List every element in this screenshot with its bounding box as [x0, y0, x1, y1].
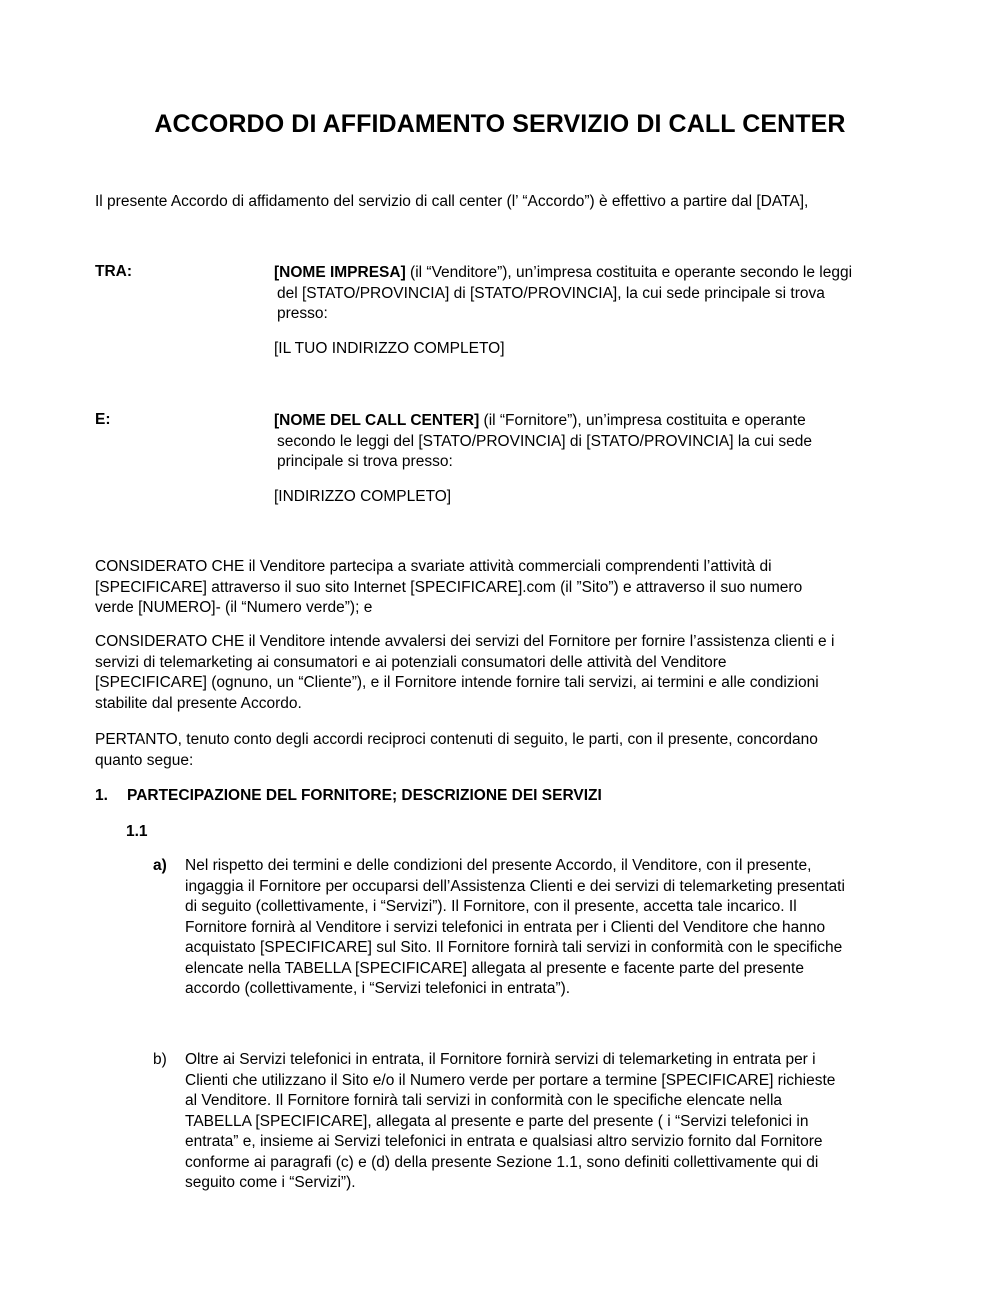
recital-2-line: stabilite dal presente Accordo. — [95, 694, 302, 712]
recital-2-line: [SPECIFICARE] (ognuno, un “Cliente”), e il Fornitore intende fornire tali servizi, ai termini e alle condizioni — [95, 674, 819, 691]
recital-1 — [95, 557, 915, 619]
item-b-line: TABELLA [SPECIFICARE], allegata al presente e parte del presente ( i “Servizi telefonici in — [185, 1112, 809, 1130]
item-a-line: elencate nella TABELLA [SPECIFICARE] allegata al presente e facente parte del presente — [185, 959, 804, 977]
item-a-text — [185, 856, 910, 1000]
item-a-line: di seguito (collettivamente, i “Servizi”). Il Fornitore, con il presente, accetta tale incarico. Il — [185, 898, 797, 915]
item-b-line: entrata” e, insieme ai Servizi telefonici in entrata e qualsiasi altro servizio fornito dal Fornitore — [185, 1133, 823, 1150]
item-b-label: b) — [153, 1051, 167, 1068]
party1-line-3: presso: — [277, 305, 328, 322]
section-1-number: 1. — [95, 787, 108, 804]
section-1-title: PARTECIPAZIONE DEL FORNITORE; DESCRIZIONE DEI SERVIZI — [127, 787, 602, 804]
party2-label: E: — [95, 411, 111, 428]
recital-1-line: CONSIDERATO CHE il Venditore partecipa a svariate attività commerciali comprendenti l’attività di — [95, 558, 772, 575]
recital-1-line: [SPECIFICARE] attraverso il suo sito Internet [SPECIFICARE].com (il ”Sito”) e attraverso il suo numero — [95, 578, 803, 596]
item-a-line: acquistato [SPECIFICARE] sul Sito. Il Fornitore fornirà tali servizi in conformità con le specifiche — [185, 939, 843, 956]
recital-2-line: CONSIDERATO CHE il Venditore intende avvalersi dei servizi del Fornitore per fornire l’assistenza clienti e i — [95, 633, 835, 650]
party1-line-2: del [STATO/PROVINCIA] di [STATO/PROVINCIA], la cui sede principale si trova — [277, 284, 825, 302]
item-a-line: accordo (collettivamente, i “Servizi telefonici in entrata”). — [185, 980, 571, 997]
item-a-line: Nel rispetto dei termini e delle condizioni del presente Accordo, il Venditore, con il presente, — [185, 857, 812, 874]
party2-line-2: secondo le leggi del [STATO/PROVINCIA] di [STATO/PROVINCIA] la cui sede — [277, 432, 812, 450]
party1-description — [274, 263, 919, 325]
pertanto-line: quanto segue: — [95, 751, 194, 769]
item-a-label: a) — [153, 857, 167, 874]
recital-2-line: servizi di telemarketing ai consumatori e ai potenziali consumatori delle attività del Venditore — [95, 653, 727, 671]
item-b-line: conforme ai paragrafi (c) e (d) della presente Sezione 1.1, sono definiti collettivamente qui di — [185, 1153, 819, 1171]
party2-address: [INDIRIZZO COMPLETO] — [274, 488, 452, 505]
item-b-line: al Venditore. Il Fornitore fornirà tali servizi in conformità con le specifiche elencate nella — [185, 1092, 783, 1109]
item-a-line: ingaggia il Fornitore per occuparsi dell’Assistenza Clienti e dei servizi di telemarketing presentati — [185, 877, 845, 895]
item-b-text — [185, 1050, 910, 1194]
party2-line-3: principale si trova presso: — [277, 453, 453, 470]
intro-paragraph: Il presente Accordo di affidamento del servizio di call center (l’ “Accordo”) è effettivo a partire dal [DATA], — [95, 193, 809, 210]
recital-2 — [95, 632, 915, 714]
party2-line-1: (il “Fornitore”), un’impresa costituita e operante — [479, 412, 806, 429]
pertanto-line: PERTANTO, tenuto conto degli accordi reciproci contenuti di seguito, le parti, con il presente, concordano — [95, 731, 818, 748]
pertanto-paragraph — [95, 730, 915, 771]
item-a-line: Fornitore fornirà al Venditore i servizi telefonici in entrata per i Clienti del Venditore che hanno — [185, 918, 826, 936]
party1-address: [IL TUO INDIRIZZO COMPLETO] — [274, 340, 505, 357]
recital-1-line: verde [NUMERO]- (il “Numero verde”); e — [95, 599, 373, 616]
item-b-line: Oltre ai Servizi telefonici in entrata, il Fornitore fornirà servizi di telemarketing in entrata per i — [185, 1051, 816, 1068]
party2-name: [NOME DEL CALL CENTER] — [274, 412, 480, 429]
party1-label: TRA: — [95, 263, 133, 280]
subsection-1-1: 1.1 — [126, 823, 148, 840]
party2-description — [274, 411, 919, 473]
section-1-heading — [95, 786, 602, 807]
party1-line-1: (il “Venditore”), un’impresa costituita e operante secondo le leggi — [405, 264, 853, 281]
item-b-line: seguito come i “Servizi”). — [185, 1174, 356, 1191]
party1-name: [NOME IMPRESA] — [274, 264, 406, 281]
item-b-line: Clienti che utilizzano il Sito e/o il Numero verde per portare a termine [SPECIFICARE] richieste — [185, 1071, 836, 1089]
document-title: ACCORDO DI AFFIDAMENTO SERVIZIO DI CALL CENTER — [154, 110, 846, 138]
